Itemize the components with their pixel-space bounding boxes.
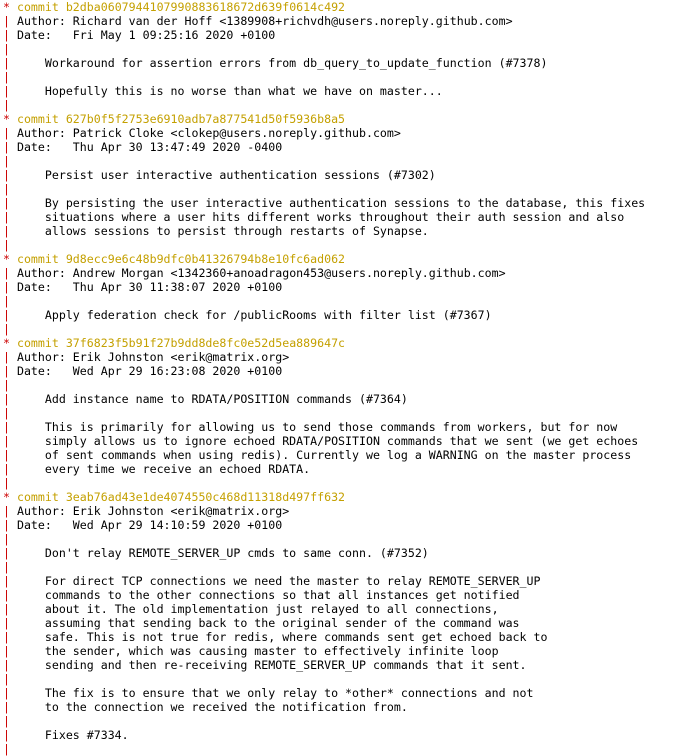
- message-text: Add instance name to RDATA/POSITION commands (#7364): [9, 392, 408, 406]
- graph-pipe: |: [3, 728, 10, 742]
- spacer-line: [3, 672, 692, 686]
- message-text: The fix is to ensure that we only relay to *other* connections and not: [9, 686, 534, 700]
- graph-pipe: |: [3, 70, 10, 84]
- graph-pipe: |: [3, 700, 10, 714]
- graph-pipe: |: [3, 126, 17, 140]
- graph-pipe: |: [3, 56, 10, 70]
- message-line: [3, 630, 692, 644]
- message-text: about it. The old implementation just relayed to all connections,: [9, 602, 499, 616]
- graph-pipe: |: [3, 210, 10, 224]
- author-text: Author: Erik Johnston <erik@matrix.org>: [16, 504, 290, 518]
- graph-pipe: |: [3, 238, 10, 252]
- spacer-line: [3, 742, 692, 756]
- graph-pipe: |: [3, 476, 10, 490]
- git-log: [3, 0, 692, 756]
- graph-pipe: |: [3, 420, 10, 434]
- author-text: Author: Andrew Morgan <1342360+anoadragon453@users.noreply.github.com>: [16, 266, 506, 280]
- graph-pipe: |: [3, 686, 10, 700]
- message-text: safe. This is not true for redis, where commands sent get echoed back to: [9, 630, 548, 644]
- graph-pipe: |: [3, 518, 17, 532]
- message-line: [3, 686, 692, 700]
- graph-pipe: |: [3, 224, 10, 238]
- graph-pipe: |: [3, 266, 17, 280]
- author-line: [3, 266, 692, 280]
- message-line: [3, 448, 692, 462]
- message-line: [3, 210, 692, 224]
- spacer-line: [3, 182, 692, 196]
- date-line: [3, 518, 692, 532]
- graph-pipe: |: [3, 28, 17, 42]
- graph-pipe: |: [3, 196, 10, 210]
- graph-pipe: |: [3, 308, 10, 322]
- message-text: By persisting the user interactive authentication sessions to the database, this fixes: [9, 196, 646, 210]
- author-text: Author: Erik Johnston <erik@matrix.org>: [16, 350, 290, 364]
- commit-hash: commit 627b0f5f2753e6910adb7a877541d50f5936b8a5: [16, 112, 346, 126]
- author-line: [3, 504, 692, 518]
- spacer-line: [3, 70, 692, 84]
- graph-pipe: |: [3, 280, 17, 294]
- message-line: [3, 700, 692, 714]
- message-line: [3, 84, 692, 98]
- graph-pipe: |: [3, 42, 10, 56]
- graph-pipe: |: [3, 616, 10, 630]
- message-line: [3, 224, 692, 238]
- message-line: [3, 588, 692, 602]
- spacer-line: [3, 294, 692, 308]
- commit-hash: commit 3eab76ad43e1de4074550c468d11318d497ff632: [16, 490, 346, 504]
- graph-pipe: |: [3, 294, 10, 308]
- spacer-line: [3, 322, 692, 336]
- message-text: situations where a user hits different works throughout their auth session and also: [9, 210, 625, 224]
- message-text: For direct TCP connections we need the master to relay REMOTE_SERVER_UP: [9, 574, 541, 588]
- spacer-line: [3, 476, 692, 490]
- message-text: the sender, which was causing master to effectively infinite loop: [9, 644, 499, 658]
- graph-node-symbol: *: [3, 490, 17, 504]
- message-text: Don't relay REMOTE_SERVER_UP cmds to same conn. (#7352): [9, 546, 429, 560]
- commit-hash: commit b2dba0607944107990883618672d639f0614c492: [16, 0, 346, 14]
- message-text: to the connection we received the notification from.: [9, 700, 408, 714]
- message-text: allows sessions to persist through restarts of Synapse.: [9, 224, 429, 238]
- author-line: [3, 14, 692, 28]
- graph-pipe: |: [3, 364, 17, 378]
- message-line: [3, 546, 692, 560]
- graph-pipe: |: [3, 140, 17, 154]
- author-line: [3, 350, 692, 364]
- graph-pipe: |: [3, 672, 10, 686]
- graph-node-symbol: *: [3, 0, 17, 14]
- spacer-line: [3, 98, 692, 112]
- graph-pipe: |: [3, 644, 10, 658]
- date-text: Date: Wed Apr 29 16:23:08 2020 +0100: [16, 364, 283, 378]
- date-text: Date: Wed Apr 29 14:10:59 2020 +0100: [16, 518, 283, 532]
- commit-hash: commit 9d8ecc9e6c48b9dfc0b41326794b8e10fc6ad062: [16, 252, 346, 266]
- message-text: Persist user interactive authentication sessions (#7302): [9, 168, 436, 182]
- graph-pipe: |: [3, 588, 10, 602]
- graph-pipe: |: [3, 378, 10, 392]
- message-line: [3, 420, 692, 434]
- spacer-line: [3, 532, 692, 546]
- message-line: [3, 728, 692, 742]
- graph-pipe: |: [3, 154, 10, 168]
- message-line: [3, 616, 692, 630]
- message-text: Workaround for assertion errors from db_query_to_update_function (#7378): [9, 56, 548, 70]
- spacer-line: [3, 560, 692, 574]
- date-text: Date: Thu Apr 30 13:47:49 2020 -0400: [16, 140, 283, 154]
- message-line: [3, 434, 692, 448]
- graph-node-symbol: *: [3, 336, 17, 350]
- graph-pipe: |: [3, 546, 10, 560]
- spacer-line: [3, 42, 692, 56]
- graph-pipe: |: [3, 448, 10, 462]
- graph-pipe: |: [3, 322, 10, 336]
- spacer-line: [3, 238, 692, 252]
- author-text: Author: Patrick Cloke <clokep@users.noreply.github.com>: [16, 126, 401, 140]
- message-line: [3, 168, 692, 182]
- graph-pipe: |: [3, 658, 10, 672]
- commit-line: [3, 490, 692, 504]
- message-text: sending and then re-receiving REMOTE_SERVER_UP commands that it sent.: [9, 658, 527, 672]
- message-text: assuming that sending back to the original sender of the command was: [9, 616, 520, 630]
- graph-node-symbol: *: [3, 252, 17, 266]
- message-line: [3, 308, 692, 322]
- message-text: Hopefully this is no worse than what we have on master...: [9, 84, 443, 98]
- message-line: [3, 56, 692, 70]
- author-line: [3, 126, 692, 140]
- message-line: [3, 644, 692, 658]
- message-line: [3, 574, 692, 588]
- graph-pipe: |: [3, 532, 10, 546]
- graph-pipe: |: [3, 350, 17, 364]
- spacer-line: [3, 714, 692, 728]
- message-text: of sent commands when using redis). Currently we log a WARNING on the master process: [9, 448, 632, 462]
- graph-pipe: |: [3, 392, 10, 406]
- graph-pipe: |: [3, 574, 10, 588]
- spacer-line: [3, 378, 692, 392]
- graph-pipe: |: [3, 14, 17, 28]
- graph-pipe: |: [3, 602, 10, 616]
- message-text: This is primarily for allowing us to send those commands from workers, but for now: [9, 420, 618, 434]
- graph-pipe: |: [3, 560, 10, 574]
- message-text: Fixes #7334.: [9, 728, 129, 742]
- commit-line: [3, 336, 692, 350]
- graph-pipe: |: [3, 406, 10, 420]
- graph-pipe: |: [3, 84, 10, 98]
- commit-line: [3, 252, 692, 266]
- date-line: [3, 28, 692, 42]
- message-line: [3, 392, 692, 406]
- message-line: [3, 196, 692, 210]
- graph-pipe: |: [3, 98, 10, 112]
- spacer-line: [3, 406, 692, 420]
- graph-pipe: |: [3, 714, 10, 728]
- graph-pipe: |: [3, 462, 10, 476]
- author-text: Author: Richard van der Hoff <1389908+richvdh@users.noreply.github.com>: [16, 14, 513, 28]
- graph-pipe: |: [3, 168, 10, 182]
- date-line: [3, 364, 692, 378]
- message-line: [3, 462, 692, 476]
- date-line: [3, 280, 692, 294]
- graph-pipe: |: [3, 182, 10, 196]
- message-text: commands to the other connections so that all instances get notified: [9, 588, 520, 602]
- message-line: [3, 602, 692, 616]
- date-text: Date: Fri May 1 09:25:16 2020 +0100: [16, 28, 276, 42]
- graph-node-symbol: *: [3, 112, 17, 126]
- date-text: Date: Thu Apr 30 11:38:07 2020 +0100: [16, 280, 283, 294]
- date-line: [3, 140, 692, 154]
- graph-pipe: |: [3, 504, 17, 518]
- commit-line: [3, 0, 692, 14]
- graph-pipe: |: [3, 742, 10, 756]
- commit-hash: commit 37f6823f5b91f27b9dd8de8fc0e52d5ea889647c: [16, 336, 346, 350]
- message-text: every time we receive an echoed RDATA.: [9, 462, 311, 476]
- message-text: Apply federation check for /publicRooms with filter list (#7367): [9, 308, 492, 322]
- graph-pipe: |: [3, 434, 10, 448]
- message-text: simply allows us to ignore echoed RDATA/POSITION commands that we sent (we get echoes: [9, 434, 639, 448]
- spacer-line: [3, 154, 692, 168]
- graph-pipe: |: [3, 630, 10, 644]
- message-line: [3, 658, 692, 672]
- commit-line: [3, 112, 692, 126]
